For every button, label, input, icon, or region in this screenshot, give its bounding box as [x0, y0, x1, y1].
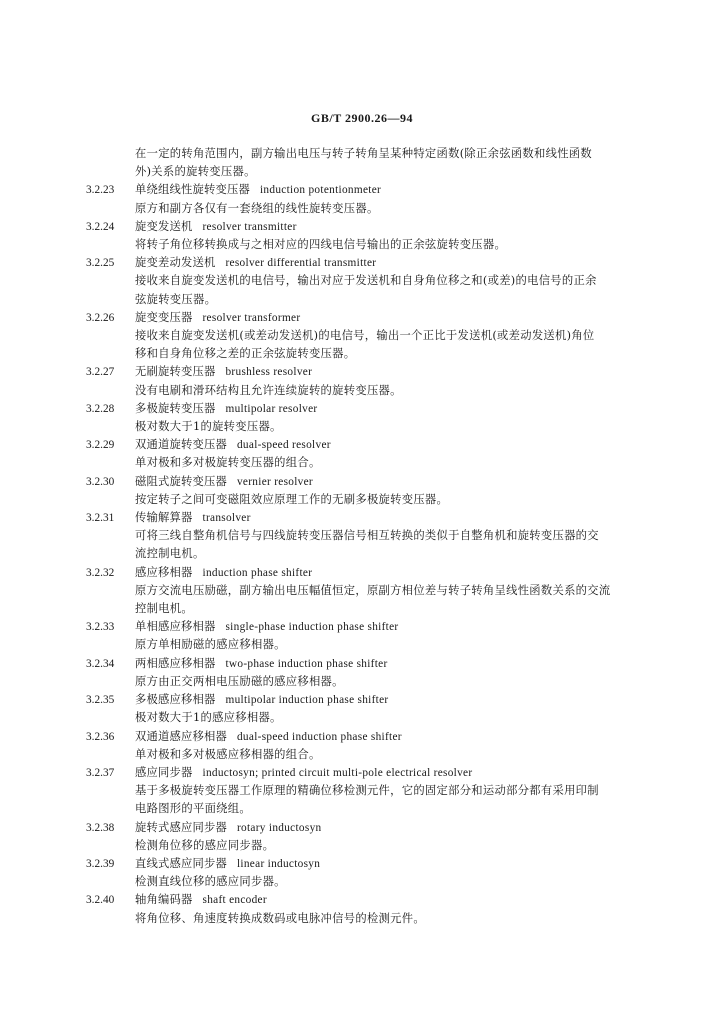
term-number: 3.2.32 — [86, 566, 115, 579]
term-number: 3.2.27 — [86, 366, 115, 379]
term-english: rotary inductosyn — [236, 821, 322, 834]
term-body — [135, 473, 666, 509]
term-number: 3.2.37 — [86, 766, 115, 779]
term-chinese: 直线式感应同步器 — [135, 856, 227, 870]
term-entry — [86, 400, 666, 436]
term-body — [135, 764, 666, 819]
term-chinese: 感应同步器 — [135, 765, 193, 779]
term-chinese: 多极感应移相器 — [135, 693, 216, 707]
term-english: linear inductosyn — [236, 857, 321, 870]
term-heading — [135, 254, 666, 272]
term-definition-line: 接收来自旋变发送机(或差动发送机)的电信号，输出一个正比于发送机(或差动发送机)角位 — [135, 329, 595, 343]
term-number: 3.2.31 — [86, 512, 115, 525]
term-body — [135, 691, 666, 727]
term-definition-line: 将转子角位移转换成与之相对应的四线电信号输出的正余弦旋转变压器。 — [135, 238, 507, 252]
term-definition-line: 极对数大于1的感应移相器。 — [135, 711, 282, 725]
term-heading — [135, 473, 666, 491]
term-heading — [135, 181, 666, 199]
term-definition-line: 没有电刷和滑环结构且允许连续旋转的旋转变压器。 — [135, 383, 402, 397]
term-definition-line: 原方由正交两相电压励磁的感应移相器。 — [135, 674, 344, 688]
term-body — [135, 436, 666, 472]
term-number: 3.2.25 — [86, 257, 115, 270]
term-heading — [135, 309, 666, 327]
term-body — [135, 254, 666, 309]
term-english: dual-speed resolver — [236, 439, 331, 452]
term-body — [135, 218, 666, 254]
term-definition-line: 接收来自旋变发送机的电信号，输出对应于发送机和自身角位移之和(或差)的电信号的正余 — [135, 274, 597, 288]
term-heading — [135, 764, 666, 782]
term-english: multipolar resolver — [225, 402, 318, 415]
terms-list — [86, 145, 666, 928]
term-number: 3.2.34 — [86, 657, 115, 670]
term-heading — [135, 728, 666, 746]
term-definition-line: 原方和副方各仅有一套绕组的线性旋转变压器。 — [135, 201, 379, 215]
term-english: multipolar induction phase shifter — [225, 694, 389, 707]
term-chinese: 旋变发送机 — [135, 219, 193, 233]
term-body — [135, 181, 666, 217]
term-entry — [86, 309, 666, 364]
term-number: 3.2.29 — [86, 439, 115, 452]
term-body — [135, 891, 666, 927]
term-chinese: 轴角编码器 — [135, 893, 193, 907]
entries-container — [86, 181, 666, 927]
term-entry — [86, 764, 666, 819]
term-heading — [135, 655, 666, 673]
term-number: 3.2.35 — [86, 694, 115, 707]
term-definition-line: 检测角位移的感应同步器。 — [135, 838, 275, 852]
term-english: single-phase induction phase shifter — [225, 621, 399, 634]
term-english: induction potentionmeter — [259, 184, 382, 197]
term-number: 3.2.40 — [86, 894, 115, 907]
term-definition-line: 控制电机。 — [135, 602, 193, 616]
term-english: vernier resolver — [236, 475, 313, 488]
term-number: 3.2.30 — [86, 475, 115, 488]
term-definition-line: 原方交流电压励磁，副方输出电压幅值恒定，原副方相位差与转子转角呈线性函数关系的交流 — [135, 583, 611, 597]
term-heading — [135, 509, 666, 527]
term-entry — [86, 363, 666, 399]
term-body — [135, 855, 666, 891]
term-heading — [135, 400, 666, 418]
term-heading — [135, 363, 666, 381]
term-english: brushless resolver — [225, 366, 313, 379]
term-entry — [86, 891, 666, 927]
term-chinese: 多极旋转变压器 — [135, 401, 216, 415]
term-body — [135, 819, 666, 855]
term-body — [135, 655, 666, 691]
term-english: inductosyn; printed circuit multi-pole electrical resolver — [202, 766, 473, 779]
term-number: 3.2.38 — [86, 821, 115, 834]
term-heading — [135, 855, 666, 873]
term-chinese: 无刷旋转变压器 — [135, 365, 216, 379]
term-heading — [135, 891, 666, 909]
term-body — [135, 400, 666, 436]
term-heading — [135, 618, 666, 636]
term-heading — [135, 436, 666, 454]
term-definition-line: 弦旋转变压器。 — [135, 292, 217, 306]
term-number: 3.2.39 — [86, 857, 115, 870]
term-english: resolver transmitter — [202, 220, 297, 233]
term-number: 3.2.24 — [86, 220, 115, 233]
term-body — [135, 309, 666, 364]
term-english: two-phase induction phase shifter — [225, 657, 388, 670]
term-body — [135, 509, 666, 564]
term-english: resolver differential transmitter — [225, 257, 377, 270]
term-number: 3.2.33 — [86, 621, 115, 634]
term-english: resolver transformer — [202, 311, 301, 324]
term-entry — [86, 618, 666, 654]
term-number: 3.2.36 — [86, 730, 115, 743]
term-definition-line: 电路图形的平面绕组。 — [135, 802, 251, 816]
term-entry — [86, 855, 666, 891]
term-definition-line: 极对数大于1的旋转变压器。 — [135, 420, 282, 434]
term-body — [135, 728, 666, 764]
term-definition-line: 单对极和多对极感应移相器的组合。 — [135, 747, 321, 761]
term-entry — [86, 655, 666, 691]
term-definition-line: 原方单相励磁的感应移相器。 — [135, 638, 286, 652]
term-heading — [135, 218, 666, 236]
term-chinese: 双通道旋转变压器 — [135, 438, 227, 452]
term-entry — [86, 181, 666, 217]
term-english: shaft encoder — [202, 894, 267, 907]
term-chinese: 双通道感应移相器 — [135, 729, 227, 743]
term-entry — [86, 218, 666, 254]
term-chinese: 旋转式感应同步器 — [135, 820, 227, 834]
term-chinese: 单绕组线性旋转变压器 — [135, 183, 250, 197]
term-definition-line: 基于多极旋转变压器工作原理的精确位移检测元件，它的固定部分和运动部分都有采用印制 — [135, 784, 599, 798]
term-heading — [135, 691, 666, 709]
term-entry — [86, 254, 666, 309]
term-entry — [86, 728, 666, 764]
term-definition-line: 按定转子之间可变磁阻效应原理工作的无刷多极旋转变压器。 — [135, 492, 449, 506]
term-chinese: 传输解算器 — [135, 511, 193, 525]
term-entry — [86, 509, 666, 564]
term-chinese: 旋变差动发送机 — [135, 256, 216, 270]
continuation-line: 外)关系的旋转变压器。 — [135, 165, 256, 179]
term-entry — [86, 564, 666, 619]
term-body — [135, 564, 666, 619]
term-definition-line: 将角位移、角速度转换成数码或电脉冲信号的检测元件。 — [135, 911, 425, 925]
term-chinese: 磁阻式旋转变压器 — [135, 474, 227, 488]
term-entry — [86, 819, 666, 855]
term-chinese: 感应移相器 — [135, 565, 193, 579]
term-chinese: 两相感应移相器 — [135, 656, 216, 670]
term-number: 3.2.28 — [86, 402, 115, 415]
term-number: 3.2.26 — [86, 311, 115, 324]
term-chinese: 单相感应移相器 — [135, 620, 216, 634]
term-entry — [86, 436, 666, 472]
continuation-paragraph — [86, 145, 666, 181]
term-entry — [86, 691, 666, 727]
term-definition-line: 可将三线自整角机信号与四线旋转变压器信号相互转换的类似于自整角机和旋转变压器的交 — [135, 529, 599, 543]
continuation-line: 在一定的转角范围内，副方输出电压与转子转角呈某种特定函数(除正余弦函数和线性函数 — [135, 147, 592, 160]
term-entry — [86, 473, 666, 509]
term-definition-line: 移和自身角位移之差的正余弦旋转变压器。 — [135, 347, 356, 361]
term-definition-line: 检测直线位移的感应同步器。 — [135, 875, 286, 889]
term-english: dual-speed induction phase shifter — [236, 730, 402, 743]
term-body — [135, 618, 666, 654]
term-definition-line: 单对极和多对极旋转变压器的组合。 — [135, 456, 321, 470]
page-header-standard-code: GB/T 2900.26—94 — [311, 111, 413, 125]
term-definition-line: 流控制电机。 — [135, 547, 205, 561]
term-body — [135, 363, 666, 399]
term-english: transolver — [202, 512, 251, 525]
term-chinese: 旋变变压器 — [135, 310, 193, 324]
term-heading — [135, 564, 666, 582]
term-heading — [135, 819, 666, 837]
term-number: 3.2.23 — [86, 184, 115, 197]
term-english: induction phase shifter — [202, 566, 313, 579]
